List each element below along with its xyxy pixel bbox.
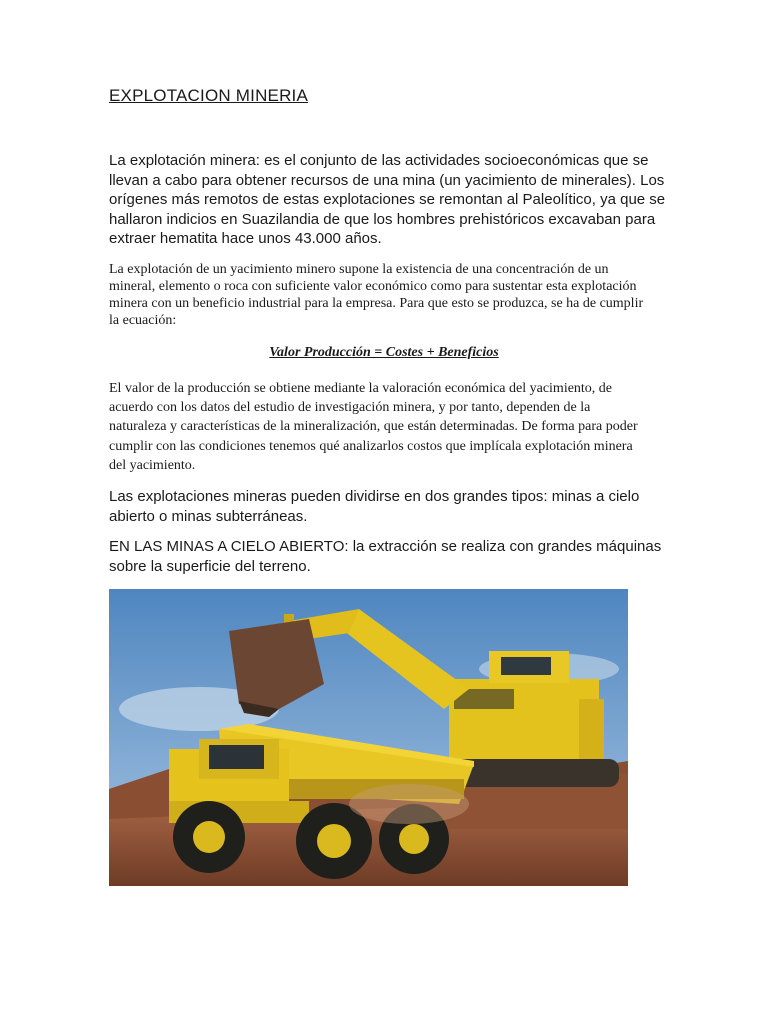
mining-machinery-photo xyxy=(109,589,628,886)
equation: Valor Producción = Costes + Beneficios xyxy=(269,345,499,360)
paragraph-production-value: El valor de la producción se obtiene mediante la valoración económica del yacimiento, de acuerdo con los datos del estudio de investigación minera, y por tanto, dependen de la naturaleza y características de la mineralización, que están determinadas. De forma para poder cumplir con las condiciones tenemos qué analizarlos costos que implícala explotación minera del yacimiento. xyxy=(109,381,638,473)
paragraph-open-pit: EN LAS MINAS A CIELO ABIERTO: la extracción se realiza con grandes máquinas sobre la superficie del terreno. xyxy=(109,538,662,575)
paragraph-definition: La explotación minera: es el conjunto de las actividades socioeconómicas que se llevan a cabo para obtener recursos de una mina (un yacimiento de minerales). Los orígenes más remotos de estas explotaciones se remontan al Paleolítico, ya que se hallaron indicios en Suazilandia de que los hombres prehistóricos excavaban para extraer hematita hace unos 43.000 años. xyxy=(109,152,666,247)
paragraph-concentration: La explotación de un yacimiento minero supone la existencia de una concentración de un mineral, elemento o roca con suficiente valor económico como para sustentar esta explotación minera con un beneficio industrial para la empresa. Para que esto se produzca, se ha de cumplir la ecuación: xyxy=(109,262,644,328)
document-title: EXPLOTACION MINERIA xyxy=(109,86,309,105)
paragraph-types: Las explotaciones mineras pueden dividirse en dos grandes tipos: minas a cielo abierto o minas subterráneas. xyxy=(109,488,640,525)
